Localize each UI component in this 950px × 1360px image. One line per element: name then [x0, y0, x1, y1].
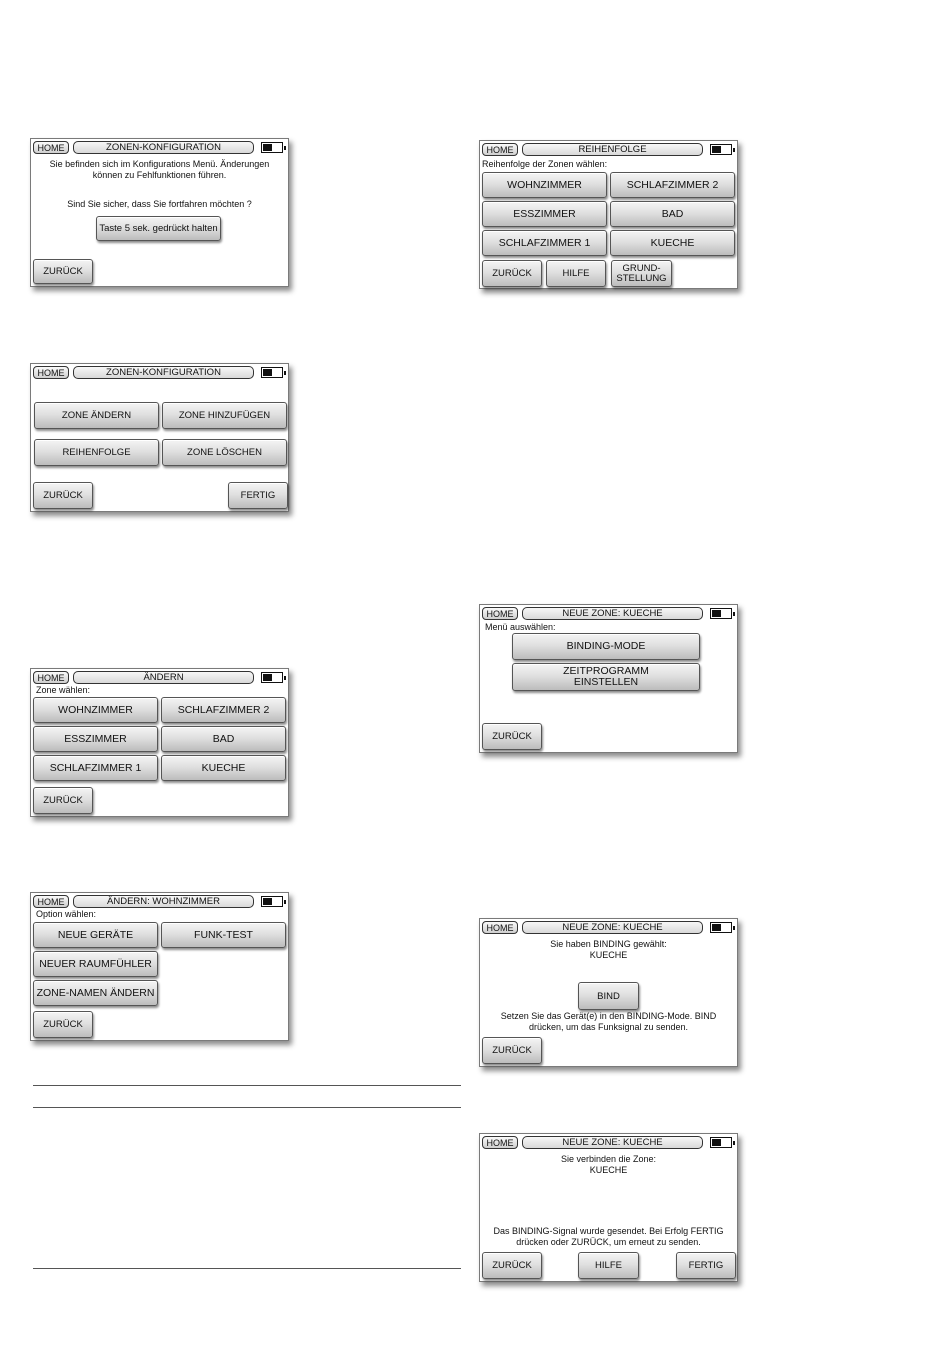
- zone-button-esszimmer[interactable]: ESSZIMMER: [33, 726, 158, 752]
- zone-button-bad[interactable]: BAD: [161, 726, 286, 752]
- back-button[interactable]: ZURÜCK: [482, 723, 542, 750]
- header-bar: [482, 143, 735, 157]
- schedule-button[interactable]: ZEITPROGRAMM EINSTELLEN: [512, 663, 700, 691]
- screen-title: NEUE ZONE: KUECHE: [522, 921, 703, 934]
- order-button[interactable]: REIHENFOLGE: [34, 439, 159, 466]
- screen-title: ZONEN-KONFIGURATION: [73, 141, 254, 154]
- back-button[interactable]: ZURÜCK: [482, 1037, 542, 1064]
- connect-info: Sie verbinden die Zone: KUECHE: [560, 1154, 657, 1175]
- bind-button[interactable]: BIND: [578, 982, 639, 1010]
- zone-button-bad[interactable]: BAD: [610, 201, 735, 227]
- binding-mode-button[interactable]: BINDING-MODE: [512, 633, 700, 660]
- battery-icon: [261, 896, 283, 907]
- home-button[interactable]: HOME: [33, 366, 69, 379]
- screen-order: [479, 140, 738, 289]
- header-bar: [33, 671, 286, 685]
- back-button[interactable]: ZURÜCK: [33, 787, 93, 814]
- option-prompt: Option wählen:: [36, 909, 97, 919]
- menu-prompt: Menü auswählen:: [485, 622, 556, 632]
- zone-button-schlafzimmer-1[interactable]: SCHLAFZIMMER 1: [482, 230, 607, 256]
- battery-icon: [710, 1137, 732, 1148]
- new-devices-button[interactable]: NEUE GERÄTE: [33, 922, 158, 948]
- reset-button[interactable]: GRUND- STELLUNG: [611, 260, 672, 287]
- battery-icon: [261, 672, 283, 683]
- rename-zone-button[interactable]: ZONE-NAMEN ÄNDERN: [33, 980, 158, 1006]
- binding-info: Sie haben BINDING gewählt: KUECHE: [550, 939, 667, 960]
- battery-icon: [261, 367, 283, 378]
- signal-sent-message: Das BINDING-Signal wurde gesendet. Bei Erfolg FERTIG drücken oder ZURÜCK, um erneut zu senden.: [493, 1226, 724, 1247]
- screen-binding-sent: [479, 1133, 738, 1282]
- warning-message: Sie befinden sich im Konfigurations Menü. Änderungen können zu Fehlfunktionen führen.: [49, 159, 270, 180]
- home-button[interactable]: HOME: [482, 607, 518, 620]
- header-bar: [33, 141, 286, 155]
- hold-button[interactable]: Taste 5 sek. gedrückt halten: [96, 216, 221, 241]
- back-button[interactable]: ZURÜCK: [33, 482, 93, 509]
- help-button[interactable]: HILFE: [578, 1252, 639, 1279]
- screen-title: NEUE ZONE: KUECHE: [522, 1136, 703, 1149]
- battery-icon: [710, 922, 732, 933]
- screen-title: REIHENFOLGE: [522, 143, 703, 156]
- screen-binding-selected: [479, 918, 738, 1067]
- zone-button-kueche[interactable]: KUECHE: [161, 755, 286, 781]
- screen-change-wohnzimmer: [30, 892, 289, 1041]
- screen-title: NEUE ZONE: KUECHE: [522, 607, 703, 620]
- home-button[interactable]: HOME: [482, 921, 518, 934]
- radio-test-button[interactable]: FUNK-TEST: [161, 922, 286, 948]
- zone-delete-button[interactable]: ZONE LÖSCHEN: [162, 439, 287, 466]
- zone-button-wohnzimmer[interactable]: WOHNZIMMER: [482, 172, 607, 198]
- screen-title: ÄNDERN: [73, 671, 254, 684]
- header-bar: [482, 607, 735, 621]
- zone-button-kueche[interactable]: KUECHE: [610, 230, 735, 256]
- home-button[interactable]: HOME: [482, 143, 518, 156]
- order-prompt: Reihenfolge der Zonen wählen:: [482, 159, 608, 169]
- header-bar: [33, 895, 286, 909]
- zone-prompt: Zone wählen:: [36, 685, 91, 695]
- new-room-sensor-button[interactable]: NEUER RAUMFÜHLER: [33, 951, 158, 977]
- battery-icon: [710, 608, 732, 619]
- back-button[interactable]: ZURÜCK: [482, 1252, 542, 1279]
- zone-button-schlafzimmer-2[interactable]: SCHLAFZIMMER 2: [161, 697, 286, 723]
- home-button[interactable]: HOME: [33, 895, 69, 908]
- header-bar: [33, 366, 286, 380]
- screen-change-zone-select: [30, 668, 289, 817]
- zone-add-button[interactable]: ZONE HINZUFÜGEN: [162, 402, 287, 429]
- header-bar: [482, 921, 735, 935]
- divider-line: [33, 1268, 461, 1269]
- zone-button-esszimmer[interactable]: ESSZIMMER: [482, 201, 607, 227]
- header-bar: [482, 1136, 735, 1150]
- home-button[interactable]: HOME: [33, 141, 69, 154]
- divider-line: [33, 1085, 461, 1086]
- screen-zone-config-warning: [30, 138, 289, 287]
- screen-title: ZONEN-KONFIGURATION: [73, 366, 254, 379]
- divider-line: [33, 1107, 461, 1108]
- back-button[interactable]: ZURÜCK: [33, 1011, 93, 1038]
- screen-zone-config-menu: [30, 363, 289, 512]
- zone-change-button[interactable]: ZONE ÄNDERN: [34, 402, 159, 429]
- back-button[interactable]: ZURÜCK: [33, 259, 93, 284]
- zone-button-schlafzimmer-2[interactable]: SCHLAFZIMMER 2: [610, 172, 735, 198]
- screen-new-zone-menu: [479, 604, 738, 753]
- home-button[interactable]: HOME: [482, 1136, 518, 1149]
- done-button[interactable]: FERTIG: [676, 1252, 736, 1279]
- battery-icon: [710, 144, 732, 155]
- back-button[interactable]: ZURÜCK: [482, 260, 542, 287]
- screen-title: ÄNDERN: WOHNZIMMER: [73, 895, 254, 908]
- done-button[interactable]: FERTIG: [228, 482, 288, 509]
- battery-icon: [261, 142, 283, 153]
- help-button[interactable]: HILFE: [546, 260, 606, 287]
- zone-button-schlafzimmer-1[interactable]: SCHLAFZIMMER 1: [33, 755, 158, 781]
- zone-button-wohnzimmer[interactable]: WOHNZIMMER: [33, 697, 158, 723]
- binding-instructions: Setzen Sie das Gerät(e) in den BINDING-Mode. BIND drücken, um das Funksignal zu senden.: [500, 1011, 717, 1032]
- confirm-question: Sind Sie sicher, dass Sie fortfahren möchten ?: [67, 199, 252, 209]
- home-button[interactable]: HOME: [33, 671, 69, 684]
